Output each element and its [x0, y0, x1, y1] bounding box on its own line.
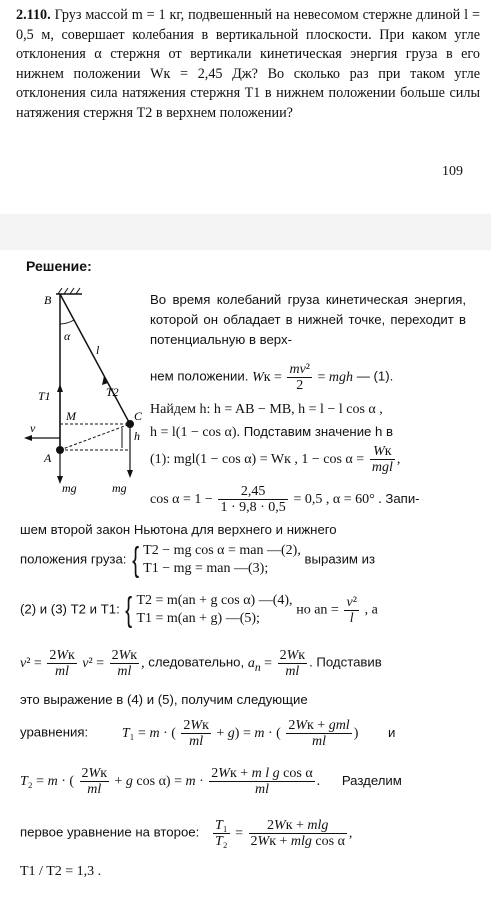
label-C: C [134, 409, 143, 423]
label-A: A [44, 451, 52, 465]
line-1: (1): mgl(1 − cos α) = Wк , 1 − cos α = [150, 451, 365, 467]
cos-line: cos α = 1 − [150, 491, 213, 507]
solution-page [0, 250, 491, 899]
page-separator [0, 214, 491, 250]
solution-line-1: (1): mgl(1 − cos α) = Wк , 1 − cos α = $\frac{Wк}{\text{mgl}}$ , [150, 444, 401, 475]
label-M: M [66, 409, 76, 423]
substituting: . Подставив [309, 654, 382, 670]
label-v: v [30, 421, 36, 435]
solution-result: T1 / T2 = 1,3 . [20, 864, 102, 879]
solution-line-energy: нем положении. Wк = $\frac{\text{mv²}}{2}$ = mgh — (1). [150, 362, 394, 393]
sys1-a: T2 − mg cos α = man —(2), [143, 543, 301, 558]
first-second: первое уравнение на второе: [20, 824, 200, 840]
pendulum-diagram [22, 280, 162, 500]
solution-cos [150, 484, 480, 515]
substitute: Подставим значение h в [243, 424, 394, 439]
cos-num: 2,45 [218, 484, 287, 500]
label-mg-C: mg [112, 481, 127, 495]
solution-equations: уравнения: T₁ = m · ( $\frac{2Wк}{ml}$ + g) = m · ( $\frac{\text{2Wк + gml}}{ml}$ ) и [20, 718, 396, 749]
p2-start: нем положении. [150, 368, 249, 384]
tail1: Запи- [385, 490, 420, 506]
positions: положения груза: [20, 551, 127, 567]
equations-word: уравнения: [20, 724, 89, 740]
h-expr: h = l(1 − cos α). [150, 425, 241, 440]
problem-statement [16, 6, 480, 124]
divide: Разделим [341, 772, 402, 788]
v2-line: следовательно, [148, 654, 245, 670]
express-from: выразим из [304, 551, 376, 567]
solution-find-h: Найдем h: h = AB − MB, h = l − l cos α , [150, 402, 383, 417]
solution-newton: шем второй закон Ньютона для верхнего и нижнего [20, 522, 337, 537]
solution-ratio: первое уравнение на второе: $\frac{\text{T₁}}{\text{T₂}}$ = $\frac{2Wк + mlg}{\text{2Wк + mlg cos α}}$ , [20, 818, 353, 849]
solution-heading: Решение: [26, 258, 92, 274]
label-l: l [96, 343, 100, 357]
problem-page [0, 0, 491, 214]
page-number: 109 [442, 164, 463, 179]
label-h: h [134, 429, 140, 443]
eq1-label: — (1). [356, 368, 394, 384]
and-word: и [388, 724, 396, 740]
comma-a: , а [364, 602, 378, 618]
problem-text: Груз массой m = 1 кг, подвешенный на невесомом стержне длиной l = 0,5 м, совершает колебания в вертикальной плоскости. При каком угле отклонения α стержня от вертикали кинетическая энергия груза в его нижнем положении Wк = 2,45 Дж? Во сколько раз при таком угле отклонения сила натяжения стержня T1 в нижнем положении больше силы натяжения стержня T2 в верхнем положении? [16, 7, 480, 121]
cos-den: 1 · 9,8 · 0,5 [220, 500, 286, 515]
label-mg-A: mg [62, 481, 77, 495]
label-T1: T1 [38, 389, 51, 403]
sys2-b: T1 = m(an + g) —(5); [136, 611, 260, 626]
solution-system-1: положения груза: { T2 − mg cos α = man —(2), T1 − mg = man —(3); выразим из [20, 541, 376, 579]
label-alpha: α [64, 329, 71, 343]
solution-T2: T₂ = m · ( $\frac{2Wк}{ml}$ + g cos α) = m · $\frac{\text{2Wк + m l g cos α}}{ml}$ . Разделим [20, 766, 402, 797]
label-T2: T2 [106, 385, 119, 399]
solution-system-2: (2) и (3) T2 и T1: { T2 = m(an + g cos α) —(4), T1 = m(an + g) —(5); но an = $\frac{\text{v²}}{l}$ , а [20, 591, 378, 629]
and-23: (2) и (3) T2 и T1: [20, 601, 120, 617]
problem-number: 2.110. [16, 7, 51, 23]
label-B: B [44, 293, 52, 307]
sys2-a: T2 = m(an + g cos α) —(4), [136, 593, 293, 608]
cos-result: = 0,5 , α = 60° . [293, 491, 382, 507]
solution-h-expr [150, 422, 470, 443]
solution-p1: Во время колебаний груза кинетическая энергия, которой он обладает в нижней точке, переходит в потенциальную в верх- [150, 292, 466, 347]
but-an: но an = [296, 602, 339, 618]
solution-v2: v² = $\frac{2Wк}{ml}$ v² = $\frac{2Wк}{ml}$ , следовательно, $a_n$ = $\frac{2Wк}{ml}$ . Подставив [20, 648, 382, 679]
solution-this-expr: это выражение в (4) и (5), получим следующие [20, 692, 308, 707]
sys1-b: T1 − mg = man —(3); [143, 561, 269, 576]
